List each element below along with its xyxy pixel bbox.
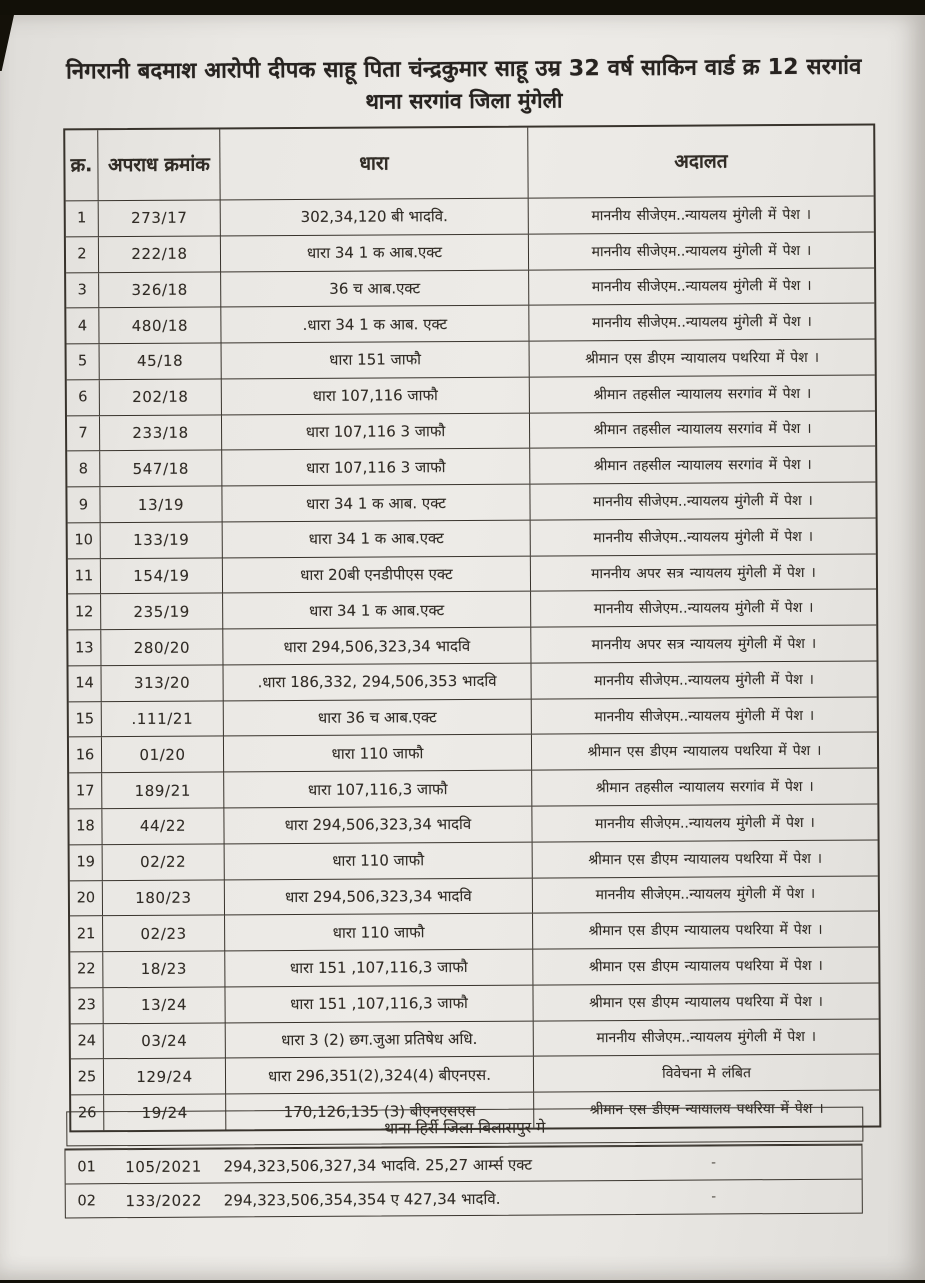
cell-section: .धारा 34 1 क आब. एक्ट [220, 306, 528, 343]
cell-crime-number: 233/18 [99, 415, 221, 451]
cell-crime-number: 19/24 [103, 1095, 225, 1131]
cell-serial: 12 [74, 604, 94, 621]
table-row [70, 875, 878, 916]
cell-serial: 15 [75, 711, 95, 728]
cell-court: माननीय सीजेएम..न्यायलय मुंगेली में पेश । [528, 268, 874, 305]
header-cell-crime-number: अपराध क्रमांक [97, 129, 219, 200]
cell-serial: 10 [74, 532, 93, 549]
cell-crime-number: 133/2022 [125, 1191, 203, 1210]
table-row [71, 1054, 879, 1095]
cell-court: माननीय सीजेएम..न्यायलय मुंगेली में पेश । [533, 1019, 879, 1056]
cell-court: श्रीमान एस डीएम न्यायालय पथरिया में पेश । [529, 340, 875, 377]
page-title [59, 52, 869, 119]
cell-serial: 7 [78, 425, 88, 442]
cell-court: श्रीमान एस डीएम न्यायालय पथरिया में पेश । [532, 912, 878, 949]
cell-serial: 4 [77, 317, 88, 335]
table-row [69, 696, 877, 737]
cell-section: 36 च आब.एक्ट [220, 270, 528, 307]
cell-crime-number: 202/18 [99, 379, 221, 415]
table-row [70, 947, 878, 988]
cell-section: धारा 107,116 जाफौ [221, 377, 529, 414]
cell-court: माननीय सीजेएम..न्यायलय मुंगेली में पेश । [528, 196, 874, 233]
cell-court: माननीय सीजेएम..न्यायलय मुंगेली में पेश । [530, 661, 876, 698]
cell-court: श्रीमान एस डीएम न्यायालय पथरिया में पेश । [532, 840, 878, 877]
cell-serial: 9 [78, 496, 89, 513]
cell-crime-number: 273/17 [98, 200, 220, 236]
cell-court: विवेचना मे लंबित [533, 1055, 879, 1092]
page-title-line2: थाना सरगांव जिला मुंगेली [365, 88, 563, 114]
cell-section: धारा 294,506,323,34 भादवि [223, 807, 531, 844]
cell-serial: 2 [77, 246, 87, 263]
table-row [67, 410, 875, 451]
cell-section: धारा 151 जाफौ [221, 342, 529, 379]
cell-court: माननीय अपर सत्र न्यायलय मुंगेली में पेश । [530, 626, 876, 663]
cell-court: माननीय सीजेएम..न्यायलय मुंगेली में पेश । [531, 804, 877, 841]
cell-section: धारा 36 च आब.एक्ट [223, 699, 531, 736]
cell-court: माननीय सीजेएम..न्यायलय मुंगेली में पेश । [529, 483, 875, 520]
cell-serial: 19 [76, 854, 95, 871]
cell-crime-number: 13/24 [102, 987, 224, 1023]
cell-section: 294,323,506,327,34 भादवि. 25,27 आर्म्स एक्ट [223, 1155, 533, 1175]
cell-court: माननीय सीजेएम..न्यायलय मुंगेली में पेश । [532, 876, 878, 913]
cell-section: धारा 110 जाफौ [223, 735, 531, 772]
cell-crime-number: 154/19 [100, 558, 222, 594]
table-row [67, 446, 875, 487]
cell-court: श्रीमान तहसील न्यायालय सरगांव में पेश । [529, 447, 875, 484]
cell-court: माननीय सीजेएम..न्यायलय मुंगेली में पेश । [531, 697, 877, 734]
cell-court: माननीय सीजेएम..न्यायलय मुंगेली में पेश । [528, 232, 874, 269]
crime-record-table [63, 123, 881, 1132]
table-row [70, 911, 878, 952]
cell-court: माननीय अपर सत्र न्यायलय मुंगेली में पेश । [530, 554, 876, 591]
cell-section: धारा 294,506,323,34 भादवि [224, 878, 532, 915]
cell-section: धारा 296,351(2),324(4) बीएनएस. [225, 1057, 533, 1094]
cell-section: .धारा 186,332, 294,506,353 भादवि [222, 664, 530, 701]
header-cell-serial: क्र. [70, 153, 93, 177]
table-row [67, 482, 875, 523]
cell-serial: 18 [76, 818, 95, 835]
cell-crime-number: 01/20 [101, 737, 223, 773]
cell-section: धारा 151 ,107,116,3 जाफौ [224, 985, 532, 1022]
second-station-heading: थाना हिर्री जिला बिलासपुर मे [66, 1107, 863, 1147]
cell-court: माननीय सीजेएम..न्यायलय मुंगेली में पेश । [528, 304, 874, 341]
table-row [68, 553, 876, 594]
table-row [67, 339, 875, 380]
table-row [69, 803, 877, 844]
table-row [66, 267, 874, 308]
cell-court: श्रीमान एस डीएम न्यायालय पथरिया में पेश । [532, 948, 878, 985]
cell-crime-number: 129/24 [103, 1059, 225, 1095]
table-row [68, 589, 876, 630]
table-header-row [65, 125, 873, 200]
cell-serial: 22 [77, 961, 96, 978]
header-cell-section: धारा [219, 128, 527, 200]
cell-court: माननीय सीजेएम..न्यायलय मुंगेली में पेश । [530, 590, 876, 627]
cell-court: - [711, 1155, 716, 1171]
cell-crime-number: 44/22 [101, 808, 223, 844]
cell-crime-number: 133/19 [100, 522, 222, 558]
table-row [68, 517, 876, 558]
cell-section: धारा 107,116 3 जाफौ [221, 413, 529, 450]
cell-court: श्रीमान तहसील न्यायालय सरगांव में पेश । [529, 411, 875, 448]
cell-serial: 5 [77, 353, 88, 370]
cell-serial: 8 [78, 461, 88, 478]
cell-section: धारा 34 1 क आब. एक्ट [221, 485, 529, 522]
table-body [66, 195, 880, 1130]
cell-crime-number: 313/20 [100, 665, 222, 701]
cell-court: श्रीमान एस डीएम न्यायालय पथरिया में पेश । [532, 983, 878, 1020]
table-row [67, 374, 875, 415]
cell-crime-number: 03/24 [103, 1023, 225, 1059]
cell-court: श्रीमान एस डीएम न्यायालय पथरिया में पेश । [531, 733, 877, 770]
cell-section: धारा 294,506,323,34 भादवि [222, 628, 530, 665]
cell-serial: 13 [75, 639, 94, 656]
cell-serial: 11 [74, 568, 94, 585]
page-title-line1: निगरानी बदमाश आरोपी दीपक साहू पिता चंन्द्रकुमार साहू उम्र 32 वर्ष साकिन वार्ड क्र 12 सरगांव [66, 54, 862, 85]
cell-crime-number: 02/23 [102, 916, 224, 952]
cell-crime-number: 18/23 [102, 952, 224, 988]
cell-crime-number: 189/21 [101, 773, 223, 809]
cell-crime-number: 105/2021 [125, 1157, 202, 1176]
table-row [69, 768, 877, 809]
cell-crime-number: 280/20 [100, 630, 222, 666]
table-row [68, 625, 876, 666]
cell-serial: 24 [77, 1033, 97, 1050]
table-row [69, 732, 877, 773]
cell-serial: 01 [77, 1158, 96, 1175]
cell-serial: 6 [78, 389, 88, 406]
table-row [66, 1179, 862, 1218]
cell-court: - [711, 1189, 717, 1205]
cell-court: श्रीमान तहसील न्यायालय सरगांव में पेश । [529, 375, 875, 412]
cell-serial: 02 [77, 1192, 97, 1209]
cell-serial: 14 [75, 675, 94, 692]
table-row [71, 1018, 879, 1059]
cell-serial: 16 [75, 747, 95, 764]
cell-court: माननीय सीजेएम..न्यायलय मुंगेली में पेश । [530, 518, 876, 555]
cell-section: धारा 3 (2) छग.जुआ प्रतिषेध अधि. [225, 1021, 533, 1058]
cell-section: धारा 151 ,107,116,3 जाफौ [224, 950, 532, 987]
table-row [65, 1145, 861, 1184]
cell-serial: 25 [77, 1069, 97, 1086]
cell-section: 170,126,135 (3) बीएनएसएस [225, 1093, 533, 1130]
cell-section: धारा 34 1 क आब.एक्ट [222, 592, 530, 629]
cell-section: 294,323,506,354,354 ए 427,34 भादवि. [223, 1189, 501, 1209]
cell-serial: 1 [77, 210, 87, 227]
second-station-table [64, 1144, 862, 1219]
cell-section: 302,34,120 बी भादवि. [220, 199, 528, 236]
table-row [70, 982, 878, 1023]
cell-section: धारा 34 1 क आब.एक्ट [220, 234, 528, 271]
cell-court: श्रीमान तहसील न्यायालय सरगांव में पेश । [531, 769, 877, 806]
cell-section: धारा 34 1 क आब.एक्ट [222, 520, 530, 557]
cell-serial: 21 [76, 925, 96, 943]
header-cell-court: अदालत [527, 125, 873, 197]
cell-crime-number: 222/18 [98, 236, 220, 272]
cell-section: धारा 110 जाफौ [224, 914, 532, 951]
cell-court: श्रीमान एस डीएम न्यायालय पथरिया में पेश । [533, 1091, 879, 1128]
table-row [66, 231, 874, 272]
cell-section: धारा 107,116,3 जाफौ [223, 771, 531, 808]
cell-section: धारा 110 जाफौ [224, 842, 532, 879]
cell-serial: 20 [76, 890, 96, 907]
cell-crime-number: 45/18 [99, 344, 221, 380]
cell-crime-number: 326/18 [98, 272, 220, 308]
cell-section: धारा 20बी एनडीपीएस एक्ट [222, 556, 530, 593]
cell-crime-number: .111/21 [101, 701, 223, 737]
table-row [70, 839, 878, 880]
cell-serial: 23 [77, 997, 96, 1014]
cell-serial: 3 [77, 282, 87, 299]
cell-crime-number: 235/19 [100, 594, 222, 630]
cell-crime-number: 480/18 [98, 308, 220, 344]
cell-serial: 26 [77, 1104, 97, 1121]
cell-crime-number: 547/18 [99, 451, 221, 487]
cell-serial: 17 [75, 782, 95, 799]
table-row [66, 303, 874, 344]
table-row [66, 195, 874, 236]
cell-crime-number: 180/23 [102, 880, 224, 916]
cell-crime-number: 02/22 [102, 844, 224, 880]
cell-crime-number: 13/19 [99, 487, 221, 523]
cell-section: धारा 107,116 3 जाफौ [221, 449, 529, 486]
table-row [68, 660, 876, 701]
